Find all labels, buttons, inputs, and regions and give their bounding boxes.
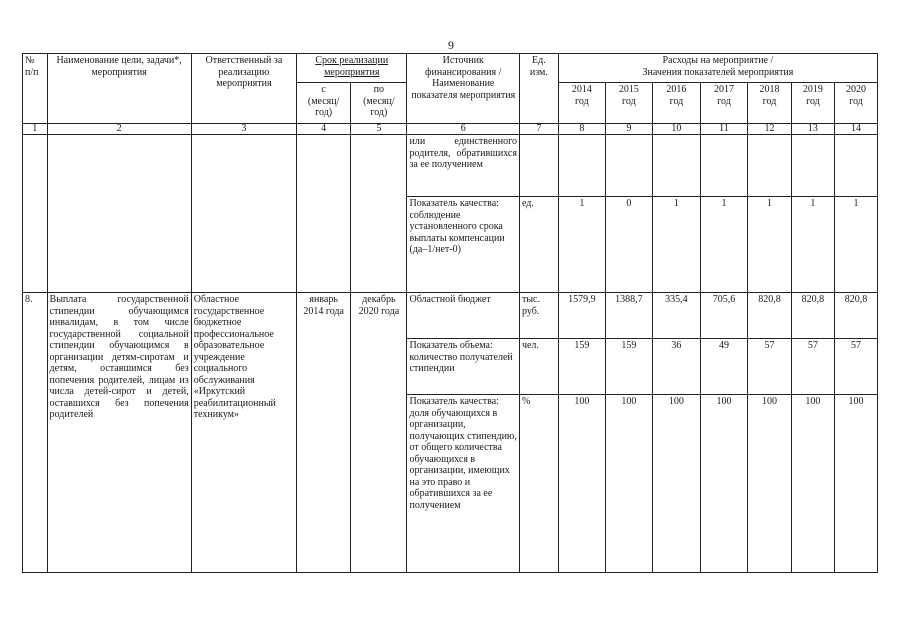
header-year-2016 xyxy=(652,83,700,124)
value-cell xyxy=(834,135,877,197)
item-source-quality: Показатель качества: доля обучающихся в организации, получающих стипендию, от общего количества обучающихся в организации, имеющих на это право и обратившихся за ее получением xyxy=(407,395,519,573)
header-unit-label: Ед. изм. xyxy=(529,55,548,78)
header-period-label: Срок реализации мероприятия xyxy=(315,55,389,78)
column-number: 8 xyxy=(558,124,605,135)
cont-responsible-cell xyxy=(191,135,296,293)
header-to-label: по (месяц/ год) xyxy=(363,84,395,118)
header-year-label: 2014 год xyxy=(571,84,592,107)
value-cell: 1388,7 xyxy=(605,293,652,339)
value-cell: 820,8 xyxy=(834,293,877,339)
header-name: Наименование цели, задачи*, мероприятия xyxy=(47,54,191,124)
value-cell: 335,4 xyxy=(652,293,700,339)
item-unit-quality: % xyxy=(519,395,558,573)
value-cell: 100 xyxy=(558,395,605,573)
item-unit-budget xyxy=(519,293,558,339)
column-number: 13 xyxy=(791,124,834,135)
header-year-2017 xyxy=(700,83,747,124)
page-number: 9 xyxy=(448,38,454,52)
value-cell: 1 xyxy=(700,197,747,293)
value-cell: 49 xyxy=(700,339,747,395)
column-number: 6 xyxy=(407,124,519,135)
value-cell: 1579,9 xyxy=(558,293,605,339)
header-year-2018 xyxy=(747,83,791,124)
cont-source-b: Показатель качества: соблюдение установленного срока выплаты компенсации (да–1/нет-0) xyxy=(407,197,519,293)
value-cell: 1 xyxy=(791,197,834,293)
column-number: 9 xyxy=(605,124,652,135)
cont-to-cell xyxy=(351,135,407,293)
header-year-label: 2017 год xyxy=(713,84,734,107)
column-number: 7 xyxy=(519,124,558,135)
value-cell: 820,8 xyxy=(791,293,834,339)
table-row xyxy=(23,135,878,197)
item-name: Выплата государственной стипендии обучающимся инвалидам, в том числе государственной социальной стипендии обучающимся в организации детям-сиротам и детям, оставшимся без попечения родителей, лицам из числа детей-сирот и детей, оставшихся без попечения родителей xyxy=(47,293,191,573)
header-year-2020 xyxy=(834,83,877,124)
header-to xyxy=(351,83,407,124)
header-expenses xyxy=(558,54,877,83)
item-unit-budget-label: тыс. руб. xyxy=(521,294,540,317)
value-cell: 1 xyxy=(652,197,700,293)
column-number-row xyxy=(23,124,878,135)
value-cell: 1 xyxy=(558,197,605,293)
value-cell: 820,8 xyxy=(747,293,791,339)
header-no-label: № п/п xyxy=(25,55,39,78)
column-number: 3 xyxy=(191,124,296,135)
header-year-2019 xyxy=(791,83,834,124)
item-source-volume: Показатель объема: количество получателей стипендии xyxy=(407,339,519,395)
value-cell: 1 xyxy=(834,197,877,293)
item-number: 8. xyxy=(23,293,48,573)
header-expenses-line1: Расходы на мероприятие / xyxy=(662,55,774,66)
value-cell: 100 xyxy=(834,395,877,573)
header-year-2015 xyxy=(605,83,652,124)
table-row xyxy=(23,293,878,339)
activities-table xyxy=(22,53,878,573)
header-row xyxy=(23,54,878,83)
column-number: 2 xyxy=(47,124,191,135)
header-from-label: с (месяц/ год) xyxy=(307,84,340,118)
header-year-label: 2020 год xyxy=(845,84,866,107)
header-unit xyxy=(519,54,558,124)
value-cell: 705,6 xyxy=(700,293,747,339)
cont-no-cell xyxy=(23,135,48,293)
value-cell xyxy=(700,135,747,197)
column-number: 5 xyxy=(351,124,407,135)
column-number: 1 xyxy=(23,124,48,135)
item-unit-volume: чел. xyxy=(519,339,558,395)
column-number: 10 xyxy=(652,124,700,135)
header-responsible: Ответственный за реализацию мероприятия xyxy=(191,54,296,124)
cont-source-a: или единственного родителя, обратившихся за ее получением xyxy=(407,135,519,197)
value-cell: 36 xyxy=(652,339,700,395)
header-from xyxy=(297,83,351,124)
value-cell xyxy=(652,135,700,197)
item-period-to: декабрь 2020 года xyxy=(351,293,407,573)
value-cell xyxy=(605,135,652,197)
value-cell: 100 xyxy=(605,395,652,573)
header-year-2014 xyxy=(558,83,605,124)
header-year-label: 2015 год xyxy=(618,84,639,107)
header-year-label: 2018 год xyxy=(759,84,780,107)
header-expenses-line2: Значения показателей мероприятия xyxy=(642,66,794,78)
value-cell xyxy=(747,135,791,197)
header-period xyxy=(297,54,407,83)
cont-unit-b: ед. xyxy=(519,197,558,293)
header-no xyxy=(23,54,48,124)
value-cell: 100 xyxy=(791,395,834,573)
column-number: 12 xyxy=(747,124,791,135)
column-number: 11 xyxy=(700,124,747,135)
value-cell: 100 xyxy=(652,395,700,573)
header-year-label: 2016 год xyxy=(666,84,687,107)
item-source-budget: Областной бюджет xyxy=(407,293,519,339)
value-cell: 159 xyxy=(605,339,652,395)
header-source: Источник финансирования / Наименование показателя мероприятия xyxy=(407,54,519,124)
value-cell: 159 xyxy=(558,339,605,395)
column-number: 4 xyxy=(297,124,351,135)
cont-name-cell xyxy=(47,135,191,293)
cont-from-cell xyxy=(297,135,351,293)
column-number: 14 xyxy=(834,124,877,135)
value-cell: 0 xyxy=(605,197,652,293)
value-cell: 57 xyxy=(791,339,834,395)
header-year-label: 2019 год xyxy=(802,84,823,107)
item-responsible: Областное государственное бюджетное профессиональное образовательное учреждение социального обслуживания «Иркутский реабилитационный техникум» xyxy=(191,293,296,573)
value-cell: 100 xyxy=(700,395,747,573)
value-cell xyxy=(791,135,834,197)
cont-unit-a xyxy=(519,135,558,197)
value-cell xyxy=(558,135,605,197)
item-period-from: январь 2014 года xyxy=(297,293,351,573)
value-cell: 57 xyxy=(747,339,791,395)
value-cell: 100 xyxy=(747,395,791,573)
value-cell: 57 xyxy=(834,339,877,395)
value-cell: 1 xyxy=(747,197,791,293)
